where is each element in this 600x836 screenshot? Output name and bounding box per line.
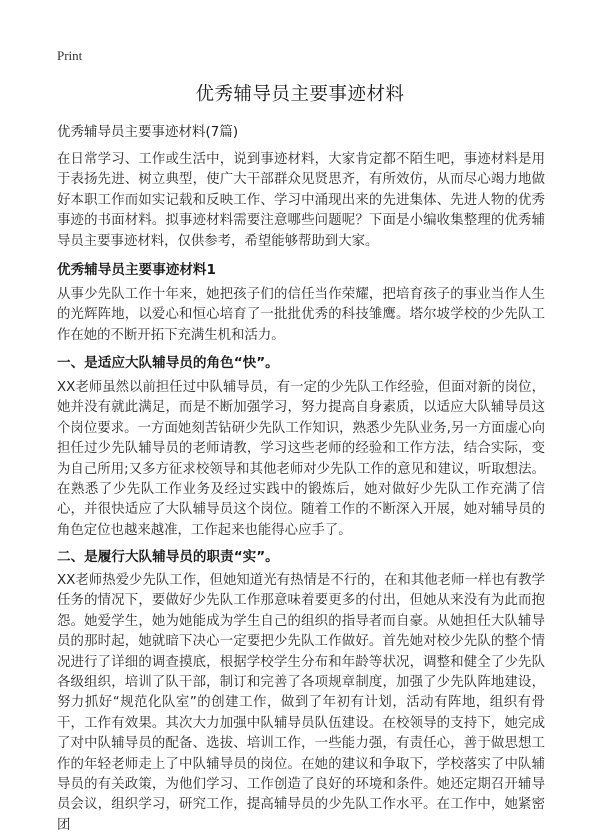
- section-1-intro-paragraph: 从事少先队工作十年来，她把孩子们的信任当作荣耀，把培育孩子的事业当作人生的光辉阵地，以爱心和恒心培育了一批批优秀的科技雏鹰。塔尔坡学校的少先队工作在她的不断开拓下充满生机和活力。: [57, 287, 545, 343]
- point-2-paragraph: XX老师热爱少先队工作，但她知道光有热情是不行的，在和其他老师一样也有教学任务的情况下，要做好少先队工作那意味着要更多的付出，但她从来没有为此而抱怨。她爱学生，她为她能成为学生自己的组织的指导者而自豪。从她担任大队辅导员的那时起，她就暗下决心一定要把少先队工作做好。首先她对校少先队的整个情况进行了详细的调查摸底，根据学校学生分布和年龄等状况，调整和健全了少先队各级组织，培训了队干部，制订和完善了各项规章制度，加强了少先队阵地建设，努力抓好“规范化队室”的创建工作，做到了年初有计划，活动有阵地，组织有骨干，工作有效果。其次大力加强中队辅导员队伍建设。在校领导的支持下，她完成了对中队辅导员的配备、选拔、培训工作，一些能力强，有责任心，善于做思想工作的年轻老师走上了中队辅导员的岗位。在她的建议和争取下，学校落实了中队辅导员的有关政策，为他们学习、工作创造了良好的环境和条件。她还定期召开辅导员会议，组织学习，研究工作，提高辅导员的少先队工作水平。在工作中，她紧密团: [57, 573, 545, 833]
- point-1-title: 一、是适应大队辅导员的角色“快”。: [57, 355, 279, 371]
- point-2-title: 二、是履行大队辅导员的职责“实”。: [57, 549, 279, 565]
- point-1-paragraph: XX老师虽然以前担任过中队辅导员，有一定的少先队工作经验，但面对新的岗位，她并没有就此满足，而是不断加强学习，努力提高自身素质，以适应大队辅导员这个岗位要求。一方面她刻苦钻研少先队工作知识，熟悉少先队业务,另一方面虚心向担任过少先队辅导员的老师请教，学习这些老师的经验和工作方法，结合实际，变为自己所用;又多方征求校领导和其他老师对少先队工作的意见和建议，听取想法。在熟悉了少先队工作业务及经过实践中的锻炼后，她对做好少先队工作充满了信心，并很快适应了大队辅导员这个岗位。随着工作的不断深入开展，她对辅导员的角色定位也越来越准，工作起来也能得心应手了。: [57, 380, 545, 538]
- document-title: 优秀辅导员主要事迹材料: [195, 84, 405, 105]
- print-link[interactable]: Print: [57, 48, 83, 63]
- document-subtitle: 优秀辅导员主要事迹材料(7篇): [57, 124, 239, 140]
- intro-paragraph: 在日常学习、工作或生活中，说到事迹材料，大家肯定都不陌生吧，事迹材料是用于表扬先进、树立典型，使广大干部群众见贤思齐，有所效仿，从而尽心竭力地做好本职工作而如实记载和反映工作、学习中涌现出来的先进集体、先进人物的优秀事迹的书面材料。拟事迹材料需要注意哪些问题呢？下面是小编收集整理的优秀辅导员主要事迹材料，仅供参考，希望能够帮助到大家。: [57, 152, 545, 249]
- section-1-title: 优秀辅导员主要事迹材料1: [57, 262, 216, 278]
